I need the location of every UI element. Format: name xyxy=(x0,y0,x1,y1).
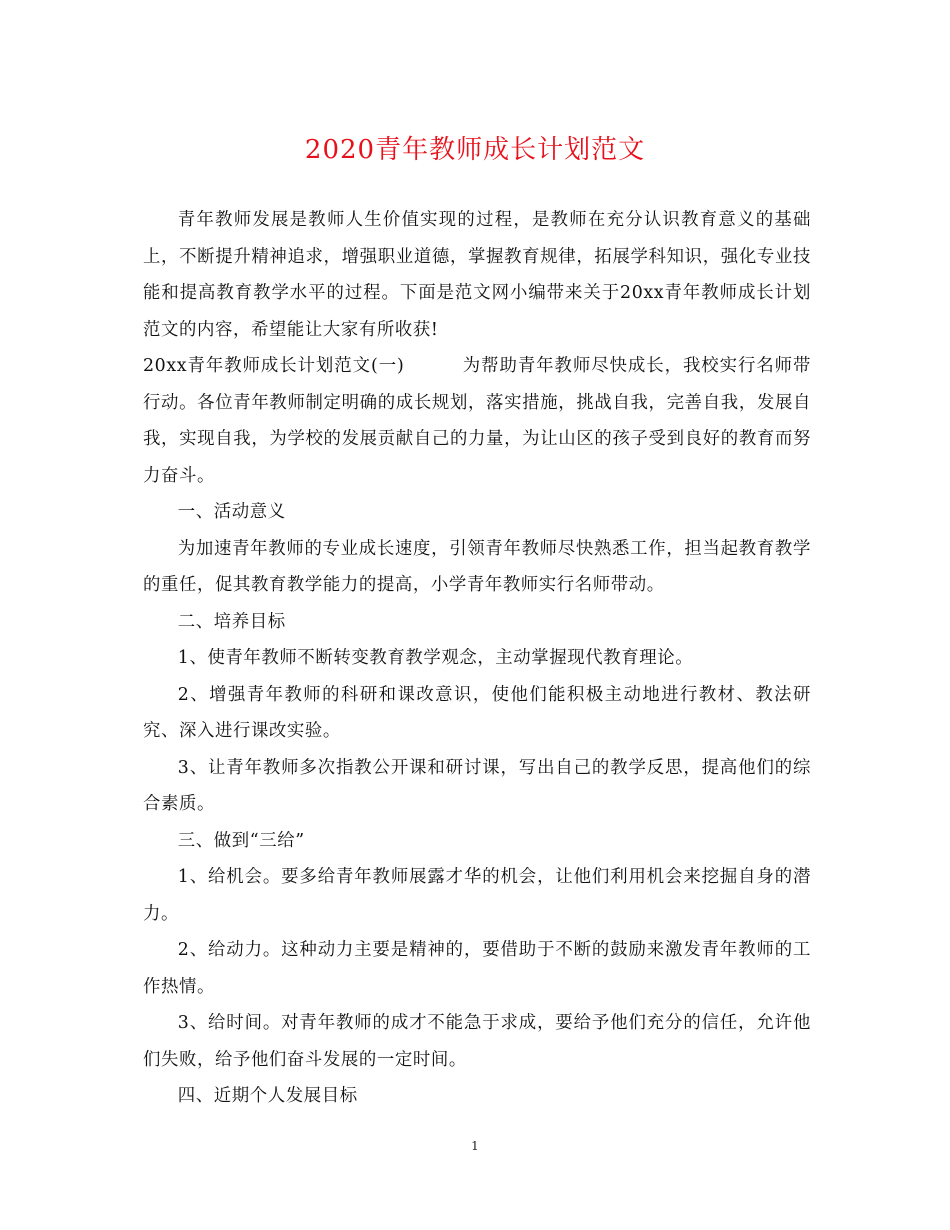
list-item: 1、使青年教师不断转变教育教学观念，主动掌握现代教育理论。 xyxy=(177,648,694,668)
example-heading: 20xx青年教师成长计划范文(一) xyxy=(143,356,405,376)
example-paragraph xyxy=(143,348,811,494)
section-heading: 二、培养目标 xyxy=(177,611,286,632)
list-item: 1、给机会。要多给青年教师展露才华的机会，让他们利用机会来挖掘自身的潜力。 xyxy=(143,867,811,924)
list-item: 2、增强青年教师的科研和课改意识，使他们能积极主动地进行教材、教法研究、深入进行课改实验。 xyxy=(143,684,811,741)
list-item: 2、给动力。这种动力主要是精神的，要借助于不断的鼓励来激发青年教师的工作热情。 xyxy=(143,940,811,997)
section-heading: 三、做到“三给” xyxy=(177,830,305,851)
intro-paragraph: 青年教师发展是教师人生价值实现的过程，是教师在充分认识教育意义的基础上，不断提升精神追求，增强职业道德，掌握教育规律，拓展学科知识，强化专业技能和提高教育教学水平的过程。下面是范文网小编带来关于20xx青年教师成长计划范文的内容，希望能让大家有所收获! xyxy=(143,210,811,340)
section-heading: 一、活动意义 xyxy=(177,502,286,522)
document-body xyxy=(143,202,811,1115)
document-title: 2020青年教师成长计划范文 xyxy=(304,135,646,165)
list-item: 3、让青年教师多次指教公开课和研讨课，写出自己的教学反思，提高他们的综合素质。 xyxy=(143,757,811,814)
list-item: 3、给时间。对青年教师的成才不能急于求成，要给予他们充分的信任，允许他们失败，给予他们奋斗发展的一定时间。 xyxy=(143,1013,811,1070)
section-heading: 四、近期个人发展目标 xyxy=(177,1086,358,1106)
example-intro: 为帮助青年教师尽快成长，我校实行名师带行动。各位青年教师制定明确的成长规划，落实措施，挑战自我，完善自我，发展自我，实现自我，为学校的发展贡献自己的力量，为让山区的孩子受到良好的教育而努力奋斗。 xyxy=(143,356,812,486)
page-number: 1 xyxy=(471,1139,479,1153)
body-paragraph: 为加速青年教师的专业成长速度，引领青年教师尽快熟悉工作，担当起教育教学的重任，促其教育教学能力的提高，小学青年教师实行名师带动。 xyxy=(143,538,811,595)
